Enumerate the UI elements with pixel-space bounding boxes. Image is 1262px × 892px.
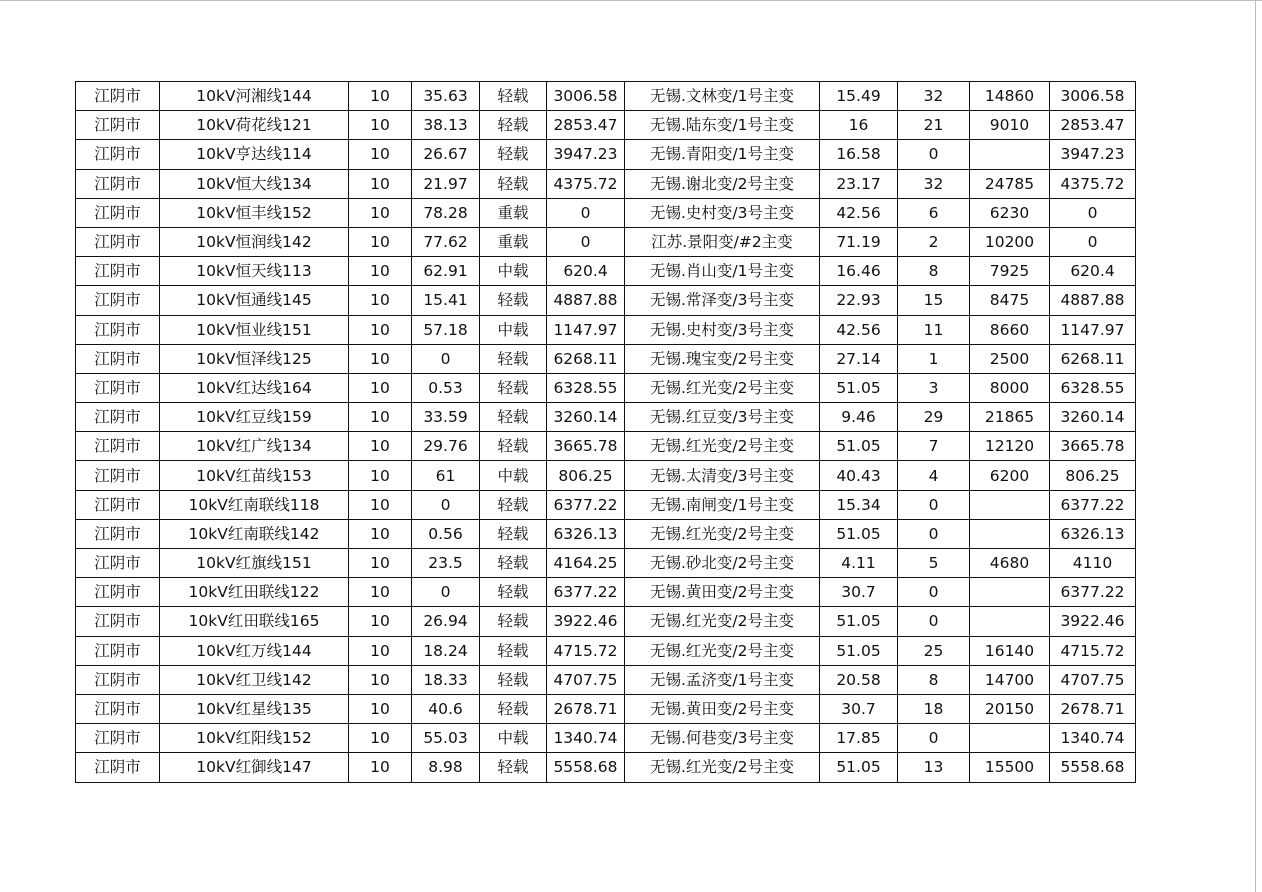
cell-substation-transformer: 无锡.太清变/3号主变 [625, 461, 820, 490]
cell-line-name: 10kV红达线164 [160, 373, 349, 402]
cell-load-rate: 15.41 [412, 286, 480, 315]
cell-substation-transformer: 无锡.红光变/2号主变 [625, 753, 820, 782]
cell-user-count: 8 [898, 257, 970, 286]
cell-remaining-capacity: 1340.74 [1050, 724, 1136, 753]
cell-load-rate: 62.91 [412, 257, 480, 286]
cell-line-name: 10kV恒大线134 [160, 169, 349, 198]
table-row [76, 724, 1136, 753]
cell-user-capacity: 7925 [970, 257, 1050, 286]
cell-available-capacity: 4707.75 [547, 665, 625, 694]
cell-user-count: 32 [898, 82, 970, 111]
cell-line-name: 10kV恒润线142 [160, 227, 349, 256]
cell-line-name: 10kV红星线135 [160, 694, 349, 723]
cell-load-status: 轻载 [480, 344, 547, 373]
cell-substation-transformer: 无锡.肖山变/1号主变 [625, 257, 820, 286]
cell-available-capacity: 3947.23 [547, 140, 625, 169]
cell-city: 江阴市 [76, 636, 160, 665]
cell-voltage-kv: 10 [349, 432, 412, 461]
cell-substation-transformer: 无锡.南闸变/1号主变 [625, 490, 820, 519]
cell-substation-transformer: 无锡.瑰宝变/2号主变 [625, 344, 820, 373]
cell-user-count: 5 [898, 549, 970, 578]
cell-load-status: 轻载 [480, 490, 547, 519]
cell-load-status: 轻载 [480, 286, 547, 315]
table-row [76, 344, 1136, 373]
cell-load-status: 轻载 [480, 665, 547, 694]
cell-voltage-kv: 10 [349, 82, 412, 111]
cell-line-name: 10kV红卫线142 [160, 665, 349, 694]
cell-voltage-kv: 10 [349, 373, 412, 402]
cell-available-capacity: 806.25 [547, 461, 625, 490]
cell-substation-transformer: 无锡.孟济变/1号主变 [625, 665, 820, 694]
cell-user-capacity: 24785 [970, 169, 1050, 198]
cell-load-status: 轻载 [480, 169, 547, 198]
cell-voltage-kv: 10 [349, 257, 412, 286]
cell-voltage-kv: 10 [349, 519, 412, 548]
cell-city: 江阴市 [76, 373, 160, 402]
cell-line-name: 10kV红广线134 [160, 432, 349, 461]
cell-user-count: 8 [898, 665, 970, 694]
cell-city: 江阴市 [76, 227, 160, 256]
cell-remaining-capacity: 6268.11 [1050, 344, 1136, 373]
cell-user-count: 0 [898, 519, 970, 548]
cell-remaining-capacity: 806.25 [1050, 461, 1136, 490]
cell-load-status: 轻载 [480, 578, 547, 607]
cell-user-capacity: 9010 [970, 111, 1050, 140]
cell-substation-transformer: 无锡.红光变/2号主变 [625, 373, 820, 402]
cell-city: 江阴市 [76, 286, 160, 315]
cell-voltage-kv: 10 [349, 607, 412, 636]
cell-available-capacity: 2678.71 [547, 694, 625, 723]
cell-available-capacity: 1147.97 [547, 315, 625, 344]
cell-user-capacity: 6200 [970, 461, 1050, 490]
cell-city: 江阴市 [76, 432, 160, 461]
cell-city: 江阴市 [76, 140, 160, 169]
cell-user-capacity [970, 724, 1050, 753]
cell-transformer-load-rate: 51.05 [820, 753, 898, 782]
cell-city: 江阴市 [76, 607, 160, 636]
cell-available-capacity: 6268.11 [547, 344, 625, 373]
cell-user-capacity: 21865 [970, 403, 1050, 432]
cell-remaining-capacity: 6377.22 [1050, 490, 1136, 519]
table-row [76, 373, 1136, 402]
cell-load-rate: 77.62 [412, 227, 480, 256]
cell-available-capacity: 0 [547, 198, 625, 227]
cell-transformer-load-rate: 23.17 [820, 169, 898, 198]
table-row [76, 636, 1136, 665]
cell-substation-transformer: 无锡.史村变/3号主变 [625, 198, 820, 227]
cell-user-capacity: 6230 [970, 198, 1050, 227]
cell-user-count: 15 [898, 286, 970, 315]
cell-line-name: 10kV红豆线159 [160, 403, 349, 432]
cell-voltage-kv: 10 [349, 227, 412, 256]
cell-load-rate: 21.97 [412, 169, 480, 198]
cell-voltage-kv: 10 [349, 490, 412, 519]
cell-transformer-load-rate: 15.34 [820, 490, 898, 519]
cell-voltage-kv: 10 [349, 461, 412, 490]
cell-transformer-load-rate: 51.05 [820, 607, 898, 636]
cell-remaining-capacity: 6326.13 [1050, 519, 1136, 548]
cell-user-count: 21 [898, 111, 970, 140]
cell-transformer-load-rate: 51.05 [820, 373, 898, 402]
cell-city: 江阴市 [76, 257, 160, 286]
cell-load-status: 重载 [480, 198, 547, 227]
cell-city: 江阴市 [76, 694, 160, 723]
cell-remaining-capacity: 4707.75 [1050, 665, 1136, 694]
cell-load-rate: 33.59 [412, 403, 480, 432]
cell-substation-transformer: 无锡.红光变/2号主变 [625, 519, 820, 548]
cell-line-name: 10kV恒丰线152 [160, 198, 349, 227]
cell-load-status: 轻载 [480, 140, 547, 169]
table-row [76, 198, 1136, 227]
cell-transformer-load-rate: 15.49 [820, 82, 898, 111]
cell-user-capacity: 14860 [970, 82, 1050, 111]
cell-load-rate: 0.53 [412, 373, 480, 402]
cell-line-name: 10kV恒业线151 [160, 315, 349, 344]
cell-voltage-kv: 10 [349, 140, 412, 169]
cell-transformer-load-rate: 42.56 [820, 198, 898, 227]
cell-available-capacity: 6377.22 [547, 490, 625, 519]
cell-substation-transformer: 无锡.红光变/2号主变 [625, 432, 820, 461]
table-row [76, 227, 1136, 256]
cell-load-status: 轻载 [480, 694, 547, 723]
cell-line-name: 10kV恒天线113 [160, 257, 349, 286]
cell-line-name: 10kV恒通线145 [160, 286, 349, 315]
cell-load-rate: 38.13 [412, 111, 480, 140]
cell-substation-transformer: 无锡.青阳变/1号主变 [625, 140, 820, 169]
cell-user-capacity [970, 519, 1050, 548]
cell-line-name: 10kV亨达线114 [160, 140, 349, 169]
table-row [76, 403, 1136, 432]
cell-load-rate: 0 [412, 490, 480, 519]
cell-voltage-kv: 10 [349, 403, 412, 432]
cell-available-capacity: 3260.14 [547, 403, 625, 432]
cell-load-status: 轻载 [480, 753, 547, 782]
cell-substation-transformer: 无锡.砂北变/2号主变 [625, 549, 820, 578]
cell-city: 江阴市 [76, 403, 160, 432]
cell-load-rate: 61 [412, 461, 480, 490]
cell-voltage-kv: 10 [349, 636, 412, 665]
cell-remaining-capacity: 5558.68 [1050, 753, 1136, 782]
cell-load-status: 轻载 [480, 373, 547, 402]
cell-user-capacity: 8475 [970, 286, 1050, 315]
cell-available-capacity: 5558.68 [547, 753, 625, 782]
cell-user-count: 1 [898, 344, 970, 373]
cell-city: 江阴市 [76, 315, 160, 344]
table-row [76, 753, 1136, 782]
cell-user-count: 25 [898, 636, 970, 665]
cell-user-capacity [970, 607, 1050, 636]
cell-load-status: 轻载 [480, 636, 547, 665]
cell-user-count: 0 [898, 578, 970, 607]
cell-available-capacity: 4715.72 [547, 636, 625, 665]
cell-remaining-capacity: 4110 [1050, 549, 1136, 578]
cell-remaining-capacity: 0 [1050, 227, 1136, 256]
cell-transformer-load-rate: 42.56 [820, 315, 898, 344]
cell-city: 江阴市 [76, 111, 160, 140]
cell-transformer-load-rate: 9.46 [820, 403, 898, 432]
cell-remaining-capacity: 4715.72 [1050, 636, 1136, 665]
cell-substation-transformer: 无锡.红豆变/3号主变 [625, 403, 820, 432]
cell-city: 江阴市 [76, 724, 160, 753]
cell-line-name: 10kV红旗线151 [160, 549, 349, 578]
cell-remaining-capacity: 0 [1050, 198, 1136, 227]
cell-voltage-kv: 10 [349, 111, 412, 140]
cell-line-name: 10kV红阳线152 [160, 724, 349, 753]
cell-remaining-capacity: 2678.71 [1050, 694, 1136, 723]
cell-load-rate: 35.63 [412, 82, 480, 111]
cell-line-name: 10kV红万线144 [160, 636, 349, 665]
cell-voltage-kv: 10 [349, 549, 412, 578]
cell-city: 江阴市 [76, 665, 160, 694]
table-row [76, 694, 1136, 723]
cell-user-capacity [970, 140, 1050, 169]
table-row [76, 461, 1136, 490]
cell-transformer-load-rate: 16.46 [820, 257, 898, 286]
cell-load-rate: 23.5 [412, 549, 480, 578]
cell-user-count: 3 [898, 373, 970, 402]
cell-remaining-capacity: 3665.78 [1050, 432, 1136, 461]
table-row [76, 607, 1136, 636]
cell-city: 江阴市 [76, 578, 160, 607]
cell-load-status: 轻载 [480, 607, 547, 636]
cell-remaining-capacity: 4887.88 [1050, 286, 1136, 315]
cell-transformer-load-rate: 16.58 [820, 140, 898, 169]
cell-load-rate: 55.03 [412, 724, 480, 753]
cell-transformer-load-rate: 22.93 [820, 286, 898, 315]
cell-user-count: 4 [898, 461, 970, 490]
cell-load-status: 轻载 [480, 432, 547, 461]
cell-line-name: 10kV红田联线122 [160, 578, 349, 607]
cell-user-capacity: 4680 [970, 549, 1050, 578]
table-row [76, 519, 1136, 548]
cell-transformer-load-rate: 51.05 [820, 519, 898, 548]
table-body [76, 82, 1136, 783]
cell-voltage-kv: 10 [349, 286, 412, 315]
cell-transformer-load-rate: 51.05 [820, 432, 898, 461]
cell-available-capacity: 6326.13 [547, 519, 625, 548]
cell-substation-transformer: 江苏.景阳变/#2主变 [625, 227, 820, 256]
feeder-load-table [75, 81, 1136, 783]
cell-load-status: 中载 [480, 461, 547, 490]
cell-available-capacity: 3922.46 [547, 607, 625, 636]
cell-voltage-kv: 10 [349, 169, 412, 198]
cell-available-capacity: 6377.22 [547, 578, 625, 607]
cell-substation-transformer: 无锡.黄田变/2号主变 [625, 694, 820, 723]
cell-city: 江阴市 [76, 198, 160, 227]
table-row [76, 169, 1136, 198]
cell-load-rate: 18.24 [412, 636, 480, 665]
cell-user-count: 29 [898, 403, 970, 432]
cell-load-rate: 0 [412, 578, 480, 607]
cell-transformer-load-rate: 20.58 [820, 665, 898, 694]
cell-available-capacity: 620.4 [547, 257, 625, 286]
cell-transformer-load-rate: 51.05 [820, 636, 898, 665]
table-row [76, 111, 1136, 140]
cell-available-capacity: 4164.25 [547, 549, 625, 578]
cell-voltage-kv: 10 [349, 694, 412, 723]
cell-user-count: 0 [898, 607, 970, 636]
cell-substation-transformer: 无锡.陆东变/1号主变 [625, 111, 820, 140]
cell-user-capacity: 20150 [970, 694, 1050, 723]
cell-transformer-load-rate: 71.19 [820, 227, 898, 256]
cell-transformer-load-rate: 40.43 [820, 461, 898, 490]
cell-remaining-capacity: 6328.55 [1050, 373, 1136, 402]
cell-available-capacity: 1340.74 [547, 724, 625, 753]
table-row [76, 82, 1136, 111]
cell-available-capacity: 4375.72 [547, 169, 625, 198]
table-row [76, 490, 1136, 519]
cell-city: 江阴市 [76, 519, 160, 548]
cell-user-count: 13 [898, 753, 970, 782]
cell-user-count: 2 [898, 227, 970, 256]
cell-available-capacity: 2853.47 [547, 111, 625, 140]
cell-load-status: 中载 [480, 315, 547, 344]
cell-city: 江阴市 [76, 169, 160, 198]
cell-voltage-kv: 10 [349, 724, 412, 753]
cell-remaining-capacity: 1147.97 [1050, 315, 1136, 344]
page-top-border [0, 0, 1262, 1]
cell-user-count: 0 [898, 724, 970, 753]
cell-city: 江阴市 [76, 490, 160, 519]
cell-transformer-load-rate: 4.11 [820, 549, 898, 578]
page-right-border [1255, 0, 1256, 892]
cell-line-name: 10kV河湘线144 [160, 82, 349, 111]
cell-load-rate: 57.18 [412, 315, 480, 344]
cell-remaining-capacity: 3260.14 [1050, 403, 1136, 432]
cell-available-capacity: 6328.55 [547, 373, 625, 402]
cell-user-capacity: 14700 [970, 665, 1050, 694]
cell-user-capacity: 10200 [970, 227, 1050, 256]
cell-voltage-kv: 10 [349, 198, 412, 227]
cell-user-capacity: 8000 [970, 373, 1050, 402]
cell-remaining-capacity: 3947.23 [1050, 140, 1136, 169]
cell-remaining-capacity: 6377.22 [1050, 578, 1136, 607]
cell-user-capacity: 12120 [970, 432, 1050, 461]
table-row [76, 257, 1136, 286]
cell-user-count: 6 [898, 198, 970, 227]
cell-load-status: 轻载 [480, 111, 547, 140]
cell-available-capacity: 3665.78 [547, 432, 625, 461]
cell-city: 江阴市 [76, 461, 160, 490]
cell-user-capacity: 16140 [970, 636, 1050, 665]
cell-load-rate: 40.6 [412, 694, 480, 723]
cell-available-capacity: 4887.88 [547, 286, 625, 315]
cell-user-capacity [970, 490, 1050, 519]
cell-user-count: 11 [898, 315, 970, 344]
cell-remaining-capacity: 620.4 [1050, 257, 1136, 286]
cell-voltage-kv: 10 [349, 315, 412, 344]
cell-user-capacity [970, 578, 1050, 607]
table-row [76, 432, 1136, 461]
cell-line-name: 10kV红田联线165 [160, 607, 349, 636]
cell-load-rate: 0 [412, 344, 480, 373]
cell-city: 江阴市 [76, 753, 160, 782]
cell-voltage-kv: 10 [349, 344, 412, 373]
table-row [76, 578, 1136, 607]
table-row [76, 140, 1136, 169]
cell-voltage-kv: 10 [349, 578, 412, 607]
cell-load-rate: 78.28 [412, 198, 480, 227]
cell-load-status: 轻载 [480, 403, 547, 432]
cell-user-count: 18 [898, 694, 970, 723]
cell-available-capacity: 0 [547, 227, 625, 256]
cell-substation-transformer: 无锡.文林变/1号主变 [625, 82, 820, 111]
cell-line-name: 10kV红御线147 [160, 753, 349, 782]
cell-substation-transformer: 无锡.常泽变/3号主变 [625, 286, 820, 315]
cell-load-rate: 26.94 [412, 607, 480, 636]
cell-available-capacity: 3006.58 [547, 82, 625, 111]
cell-load-rate: 29.76 [412, 432, 480, 461]
cell-city: 江阴市 [76, 82, 160, 111]
cell-substation-transformer: 无锡.史村变/3号主变 [625, 315, 820, 344]
cell-line-name: 10kV红南联线142 [160, 519, 349, 548]
table-row [76, 549, 1136, 578]
cell-substation-transformer: 无锡.黄田变/2号主变 [625, 578, 820, 607]
cell-remaining-capacity: 3006.58 [1050, 82, 1136, 111]
cell-remaining-capacity: 3922.46 [1050, 607, 1136, 636]
cell-remaining-capacity: 4375.72 [1050, 169, 1136, 198]
cell-substation-transformer: 无锡.何巷变/3号主变 [625, 724, 820, 753]
cell-load-rate: 18.33 [412, 665, 480, 694]
cell-load-rate: 26.67 [412, 140, 480, 169]
cell-transformer-load-rate: 17.85 [820, 724, 898, 753]
cell-user-capacity: 2500 [970, 344, 1050, 373]
cell-load-status: 重载 [480, 227, 547, 256]
cell-line-name: 10kV荷花线121 [160, 111, 349, 140]
cell-load-status: 中载 [480, 724, 547, 753]
cell-transformer-load-rate: 16 [820, 111, 898, 140]
cell-user-count: 0 [898, 490, 970, 519]
cell-city: 江阴市 [76, 549, 160, 578]
cell-substation-transformer: 无锡.谢北变/2号主变 [625, 169, 820, 198]
table-row [76, 665, 1136, 694]
table-row [76, 286, 1136, 315]
cell-transformer-load-rate: 27.14 [820, 344, 898, 373]
cell-user-capacity: 15500 [970, 753, 1050, 782]
cell-user-capacity: 8660 [970, 315, 1050, 344]
cell-load-status: 轻载 [480, 519, 547, 548]
cell-city: 江阴市 [76, 344, 160, 373]
cell-user-count: 0 [898, 140, 970, 169]
cell-load-status: 轻载 [480, 549, 547, 578]
cell-line-name: 10kV红南联线118 [160, 490, 349, 519]
cell-user-count: 7 [898, 432, 970, 461]
cell-load-rate: 0.56 [412, 519, 480, 548]
cell-voltage-kv: 10 [349, 665, 412, 694]
cell-load-rate: 8.98 [412, 753, 480, 782]
cell-user-count: 32 [898, 169, 970, 198]
cell-remaining-capacity: 2853.47 [1050, 111, 1136, 140]
cell-substation-transformer: 无锡.红光变/2号主变 [625, 607, 820, 636]
cell-substation-transformer: 无锡.红光变/2号主变 [625, 636, 820, 665]
table-row [76, 315, 1136, 344]
cell-transformer-load-rate: 30.7 [820, 694, 898, 723]
cell-load-status: 中载 [480, 257, 547, 286]
cell-transformer-load-rate: 30.7 [820, 578, 898, 607]
cell-line-name: 10kV红苗线153 [160, 461, 349, 490]
cell-line-name: 10kV恒泽线125 [160, 344, 349, 373]
cell-voltage-kv: 10 [349, 753, 412, 782]
cell-load-status: 轻载 [480, 82, 547, 111]
